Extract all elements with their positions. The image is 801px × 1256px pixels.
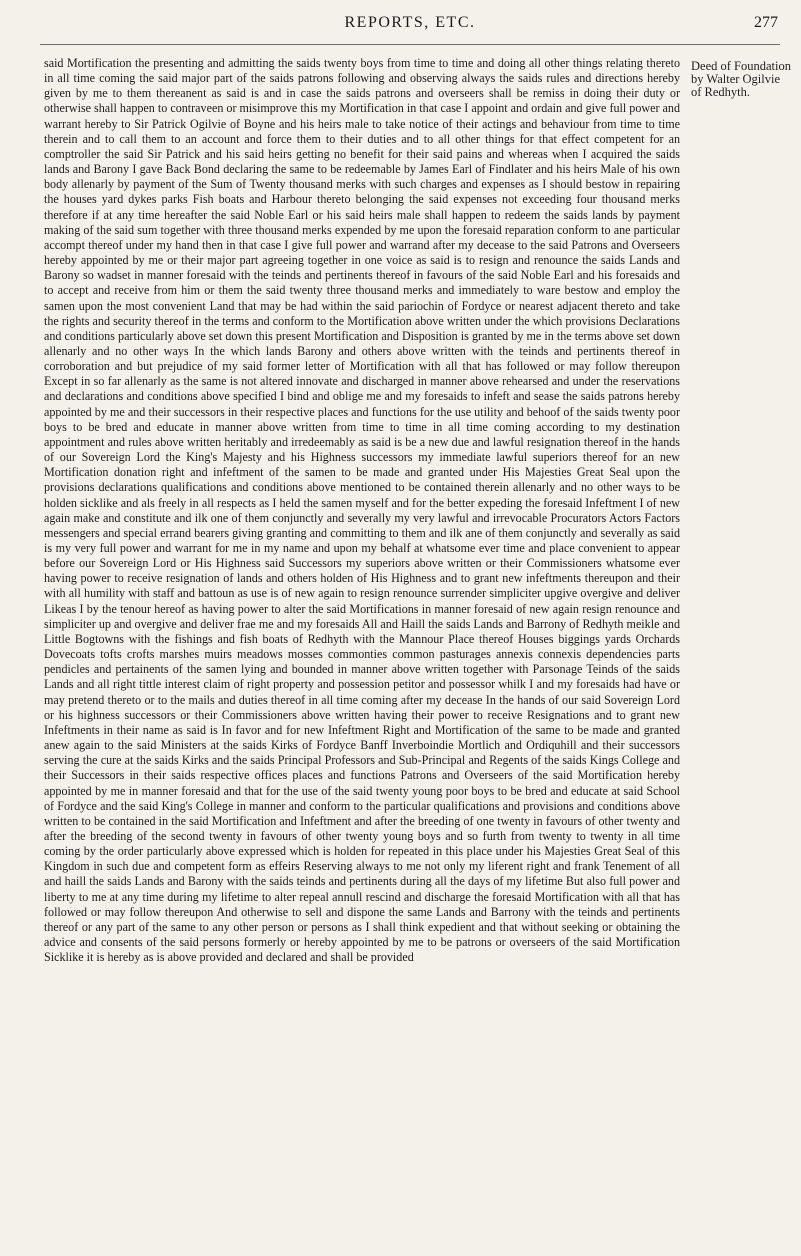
page-number: 277	[754, 14, 778, 31]
body-paragraph: said Mortification the presenting and admitting the saids twenty boys from time to time and doing all other things relating thereto in all time coming the said major part of the saids patrons following and observing always the saids rules and directions hereby given by me to them thereanent as said is and in case the saids patrons and overseers shall be remiss in doing their duty or otherwise shall happen to contraveen or misimprove this my Mortification in that case I appoint and ordain and give full power and warrant hereby to Sir Patrick Ogilvie of Boyne and his heirs male to take notice of their actings and behaviour from time to time therein and to call them to an account and force them to their duties and to all other things for that effect competent for an comptroller the said Sir Patrick and his said heirs getting no benefit for their said pains and whereas when I acquired the saids lands and Barony I gave Back Bond declaring the same to be redeemable by James Earl of Findlater and his heirs Male of his own body allenarly by payment of the Sum of Twenty thousand merks with such charges and expenses as I should bestow in repairing the houses yard dykes parks Fish boats and Harbour thereto belonging the said expenses not exceeding four thousand merks therefore if at any time hereafter the said Noble Earl or his said heirs male shall happen to redeem the saids lands by payment making of the said sum together with three thousand merks expended by me upon the foresaid reparation conform to ane particular accompt thereof under my hand then in that case I give full power and warrand after my decease to the said Patrons and Overseers hereby appointed by me or their major part agreeing together in one voice as said is to resign and renounce the saids Lands and Barony so wadset in manner foresaid with the teinds and pertinents thereof in favours of the said Noble Earl and his foresaids and to accept and receive from him or them the said twenty three thousand merks and immediately to ware bestow and employ the samen upon the most convenient Land that may be had within the said pariochin of Fordyce or nearest adjacent thereto and take the rights and security thereof in the terms and conform to the Mortification above written under the which provisions Declarations and conditions particularly above set down this present Mortification and Disposition is granted by me in the terms above set down allenarly and no other ways In the which lands Barony and others above written with the teinds and pertinents thereof in corroboration and but prejudice of my said former letter of Mortification with all that has followed or may follow thereupon Except in so far allenarly as the same is not altered innovate and discharged in manner above rehearsed and under the reservations and declarations and conditions above specified I bind and oblige me and my foresaids to infeft and sease the saids patrons hereby appointed by me and their successors in their respective places and functions for the use utility and behoof of the saids twenty poor boys to be bred and educate in manner above written from time to time in all time coming according to my destination appointment and rules above written heritably and irredeemably as said is be a new due and lawful resignation thereof in the hands of our Sovereign Lord the King's Majesty and his Highness successors my immediate lawful superiors thereof for an new Mortification donation right and infeftment of the samen to be made and granted under His Majesties Great Seal upon the provisions declarations qualifications and conditions above mentioned to be contained therein allenarly and no other ways to be holden sicklike and als freely in all respects as I held the samen myself and for the better expeding the foresaid Infeftment I of new again make and constitute and ilk one of them conjunctly and severally my very lawful and irrevocable Procurators Actors Factors messengers and special errand bearers giving granting and committing to them and ilk ane of them conjunctly and severally as said is my very full power and warrant for me in my name and upon my behalf at whatsome ever time and place convenient to appear before our Sovereign Lord or His Highness said Successors my superiors above written or their Commissioners whatsome ever having power to receive resignation of lands and others holden of His Highness and to grant new infeftments thereupon and their with all humility with staff and battoun as use is of new again to resign renounce surrender simpliciter upgive overgive and deliver Likeas I by the tenour hereof as having power to alter the said Mortifications in manner foresaid of new again resign renounce and simpliciter up and overgive and deliver frae me and my foresaids All and Haill the saids Lands and Barrony of Redhyth meikle and Little Bogtowns with the fishings and fish boats of Redhyth with the Mannour Place thereof Houses biggings yards Orchards Dovecoats tofts crofts marshes muirs meadows mosses commonties common pasturages annexis connexis dependencies parts pendicles and pertainents of the samen lying and bounded in manner above written together with Parsonage Teinds of the saids Lands and all right tittle interest claim of right property and possession petitor and possessor whilk I and my foresaids had have or may pretend thereto or to the mails and duties thereof in all time coming after my decease In the hands of our said Sovereign Lord or his highness successors or their Commissioners above written having their power to receive Resignations and to grant new Infeftments in their name as said is In favor and for new Infeftment Right and Mortification of the same to be made and granted anew again to the said Ministers at the saids Kirks of Fordyce Banff Inverboindie Mortlich and Ordiquhill and their successors serving the cure at the saids Kirks and the saids Principal Professors and Sub-Principal and Regents of the saids Kings College and their Successors in their saids respective offices places and functions Patrons and Overseers of the said Mortification hereby appointed by me in manner foresaid and that for the use of the said twenty young poor boys to be bred and educate at said School of Fordyce and the said King's College in manner and conform to the particular qualifications and provisions and conditions above written to be contained in the said Mortification and Infeftment and after the breeding of one twenty in favours of other twenty and after the breeding of the second twenty in favours of other twenty young boys and so furth from twenty to twenty in all time coming by the order particularly above expressed which is holden for repeated in this place under his Majesties Great Seal of this Kingdom in such due and competent form as effeirs Reserving always to me not only my liferent right and frank Tenement of all and haill the saids Lands and Barony with the saids teinds and pertinents during all the days of my lifetime But also full power and liberty to me at any time during my lifetime to alter repeal annull rescind and discharge the foresaid Mortification with all that has followed or may follow thereupon And otherwise to sell and dispone the same Lands and Barrony with the teinds and pertinents thereof or any part of the same to any other person or persons as I shall think expedient and that without seeking or obtaining the advice and consents of the said persons formerly or hereby appointed by me to be patrons or overseers of the said Mortification Sicklike it is hereby as is above provided and declared and shall be provided	[44, 56, 680, 965]
running-head: REPORTS, ETC.	[344, 14, 476, 31]
page-header	[40, 0, 780, 45]
margin-note: Deed of Foundation by Walter Ogilvie of Redhyth.	[691, 59, 791, 99]
body-text	[44, 56, 680, 965]
